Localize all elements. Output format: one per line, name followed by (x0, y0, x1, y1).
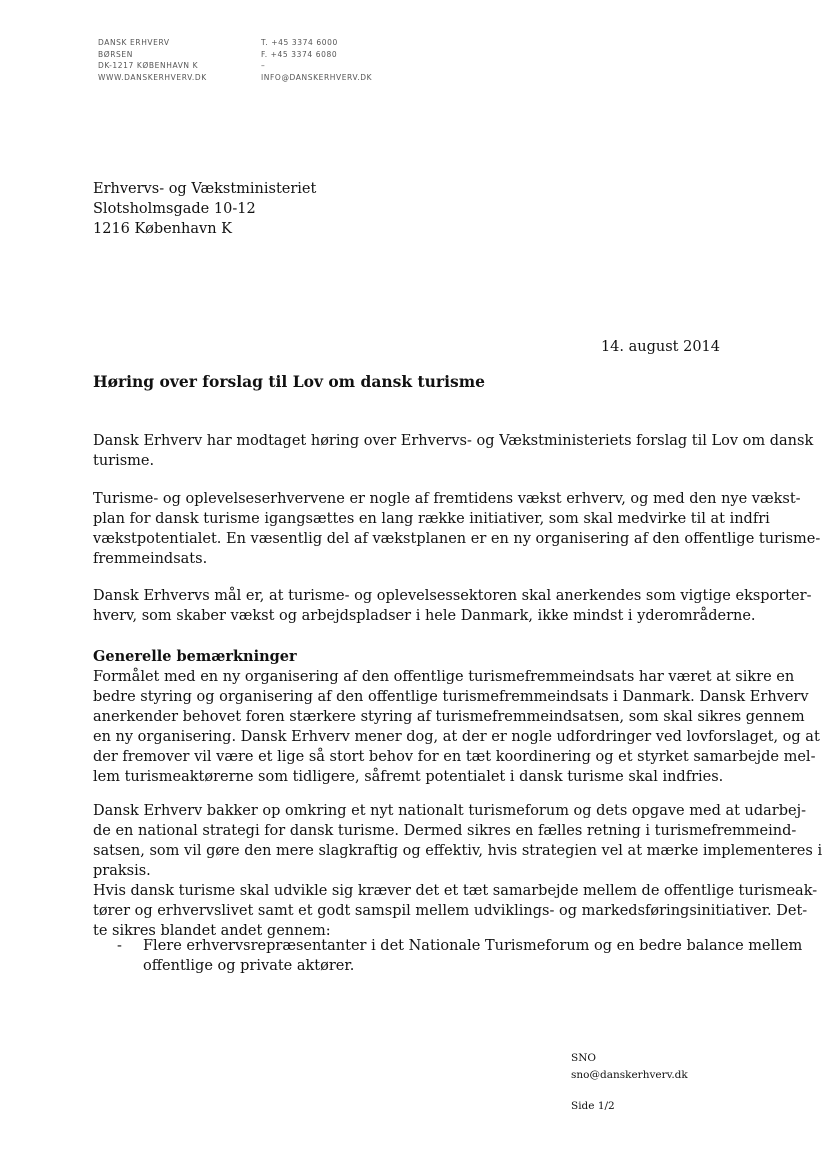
bullet-dash: - (117, 938, 122, 954)
bullet-line: offentlige og private aktører. (143, 958, 355, 974)
letterhead-company-block (98, 37, 207, 83)
company-email: INFO@DANSKERHVERV.DK (261, 72, 373, 82)
paragraph-growth-plan (93, 489, 821, 569)
paragraph-line: fremmeindsats. (93, 551, 208, 567)
section-heading: Generelle bemærkninger (93, 648, 297, 665)
paragraph-line: bedre styring og organisering af den offentlige turismefremmeindsats i Danmark. Dansk Erhverv (93, 689, 809, 705)
paragraph-line: Hvis dansk turisme skal udvikle sig kræver det et tæt samarbejde mellem de offentlige turismeak- (93, 883, 818, 899)
paragraph-line: Dansk Erhverv bakker op omkring et nyt nationalt turismeforum og dets opgave med at udarbej- (93, 803, 806, 819)
company-phone: T. +45 3374 6000 (261, 38, 338, 47)
paragraph-line: satsen, som vil gøre den mere slagkraftig og effektiv, hvis strategien vel at mærke implementeres i (93, 843, 823, 859)
sender-email: sno@danskerhverv.dk (571, 1069, 688, 1081)
letterhead-contact-block (261, 37, 372, 83)
sender-initials: SNO (571, 1052, 596, 1064)
paragraph-national-forum (93, 801, 823, 941)
company-fax: F. +45 3374 6080 (261, 49, 338, 59)
letter-date: 14. august 2014 (600, 339, 720, 355)
letter-subject: Høring over forslag til Lov om dansk turisme (93, 372, 485, 391)
paragraph-line: hverv, som skaber vækst og arbejdspladser i hele Danmark, ikke mindst i yderområderne. (93, 608, 756, 624)
paragraph-line: praksis. (93, 863, 151, 879)
company-address: DK-1217 KØBENHAVN K (98, 61, 199, 71)
paragraph-line: lem turismeaktørerne som tidligere, såfremt potentialet i dansk turisme skal indfries. (93, 769, 724, 785)
recipient-city: 1216 København K (93, 221, 232, 237)
paragraph-line: Formålet med en ny organisering af den offentlige turismefremmeindsats har været at sikre en (93, 669, 795, 685)
paragraph-line: de en national strategi for dansk turisme. Dermed sikres en fælles retning i turismefremmeind- (93, 823, 797, 839)
company-name: DANSK ERHVERV (98, 38, 170, 47)
paragraph-line: en ny organisering. Dansk Erhverv mener dog, at der er nogle udfordringer ved lovforslaget, og at (93, 729, 820, 745)
recipient-name: Erhvervs- og Vækstministeriet (93, 181, 317, 197)
paragraph-intro (93, 431, 814, 471)
paragraph-line: te sikres blandet andet gennem: (93, 923, 331, 939)
footer-block (571, 1050, 688, 1115)
page-number: Side 1/2 (571, 1100, 615, 1112)
bullet-line: Flere erhvervsrepræsentanter i det Nationale Turismeforum og en bedre balance mellem (143, 938, 803, 954)
company-building: BØRSEN (98, 49, 133, 59)
contact-separator: – (261, 61, 266, 71)
paragraph-line: Dansk Erhverv har modtaget høring over Erhvervs- og Vækstministeriets forslag til Lov om dansk (93, 433, 814, 449)
recipient-address (93, 179, 316, 239)
paragraph-line: tører og erhvervslivet samt et godt samspil mellem udviklings- og markedsføringsinitiativer. Det- (93, 903, 808, 919)
paragraph-line: plan for dansk turisme igangsættes en lang række initiativer, som skal medvirke til at indfri (93, 511, 770, 527)
paragraph-goal (93, 586, 812, 626)
bullet-text (143, 936, 803, 976)
recipient-street: Slotsholmsgade 10-12 (93, 201, 256, 217)
paragraph-line: vækstpotentialet. En væsentlig del af vækstplanen er en ny organisering af den offentlige turisme- (93, 531, 821, 547)
paragraph-line: Turisme- og oplevelseserhvervene er nogle af fremtidens vækst erhverv, og med den nye vækst- (93, 491, 801, 507)
paragraph-line: turisme. (93, 453, 155, 469)
paragraph-line: anerkender behovet foren stærkere styring af turismefremmeindsatsen, som skal sikres gennem (93, 709, 805, 725)
paragraph-line: der fremover vil være et lige så stort behov for en tæt koordinering og et styrket samarbejde mel- (93, 749, 816, 765)
company-website: WWW.DANSKERHVERV.DK (98, 72, 207, 82)
section-general-remarks (93, 647, 820, 787)
paragraph-line: Dansk Erhvervs mål er, at turisme- og oplevelsessektoren skal anerkendes som vigtige eksporter- (93, 588, 812, 604)
